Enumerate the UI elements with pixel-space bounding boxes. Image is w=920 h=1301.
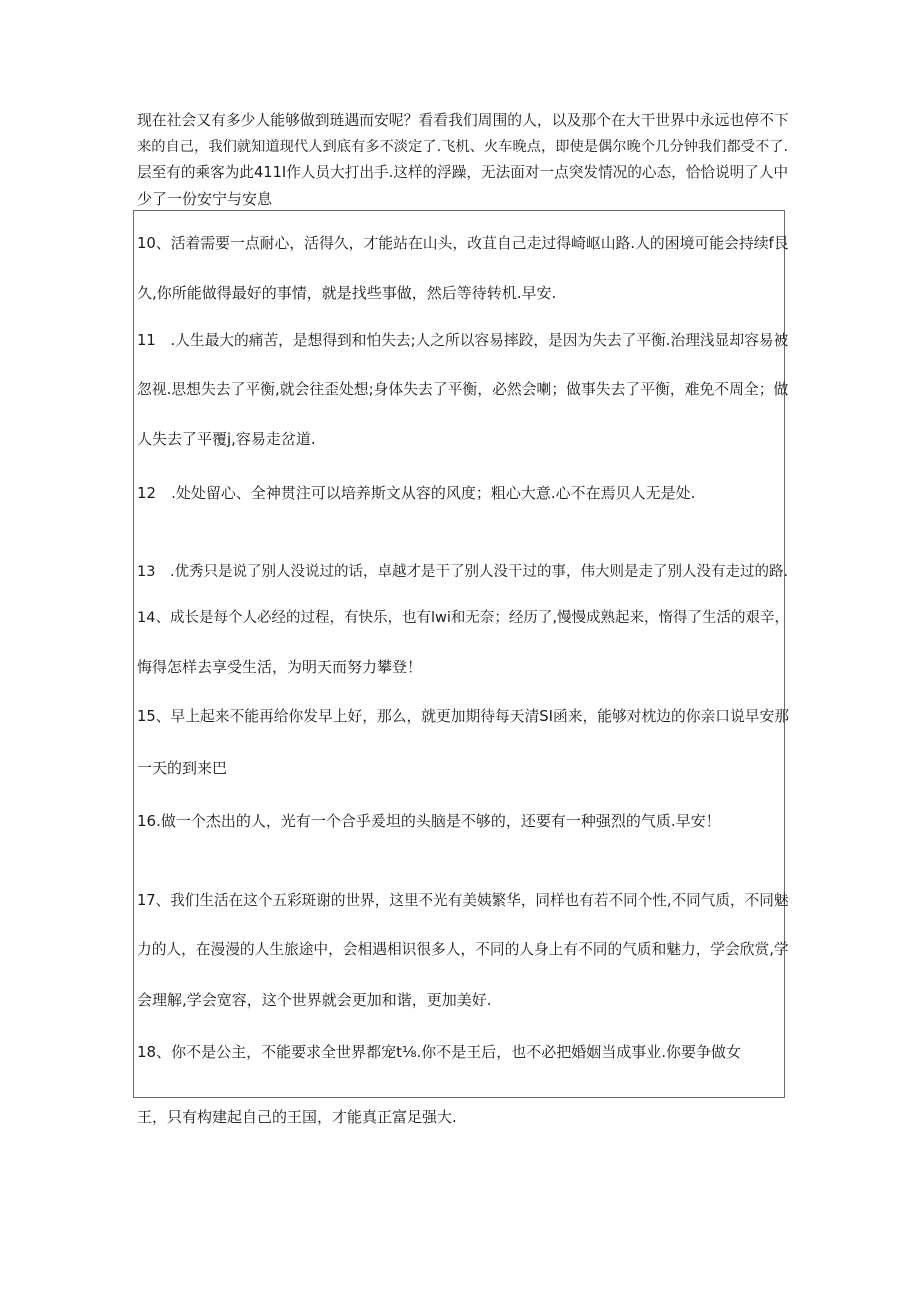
item-11-line: 11 .人生最大的痛苦，是想得到和怕失去;人之所以容易摔跤，是因为失去了平衡.治理浅显却容易被 [137,332,789,349]
intro-line: 少了一份安宁与安息 [137,190,273,208]
intro-paragraph [137,108,787,212]
intro-line: 层至有的乘客为此411I作人员大打出手.这样的浮躁，无法面对一点突发情况的心态，恰恰说明了人中 [137,164,789,181]
item-17-line: 会理解,学会宽容，这个世界就会更加和谐，更加美好. [137,991,492,1009]
item-16-line: 16.做一个杰出的人，光有一个合乎爰坦的头脑是不够的，还要有一种强烈的气质.早安！ [137,812,721,830]
item-14-line: 14、成长是每个人必经的过程，有快乐，也有lwi和无奈；经历了,慢慢成熟起来，惰得了生活的艰辛， [137,610,789,626]
item-15-line: 15、早上起来不能再给你发早上好，那么，就更加期待每天清SI函来，能够对枕边的你亲口说早安那 [137,708,789,725]
intro-line: 现在社会又有多少人能够做到琏遇而安呢？看看我们周围的人，以及那个在大干世界中永远也停不下 [137,112,789,129]
item-11-line: 忽视.思想失去了平衡,就会往歪处想;身体失去了平衡，必然会喇；做事失去了平衡，难免不周全；做 [137,381,789,398]
item-17-line: 力的人，在漫漫的人生旅途中，会相遇相识很多人，不同的人身上有不同的气质和魅力，学会欣赏,学 [137,941,789,958]
item-18-line: 18、你不是公主，不能要求全世界都宠t⅛.你不是王后，也不必把婚姻当成事业.你要争做女 [137,1043,742,1061]
item-10-line: 久,你所能做得最好的事情，就是找些事做，然后等待转机.早安. [137,284,557,302]
item-13-line: 13 .优秀只是说了别人没说过的话，卓越才是干了别人没干过的事，伟大则是走了别人没有走过的路. [137,564,789,580]
item-17-line: 17、我们生活在这个五彩斑谢的世界，这里不光有美姨繁华，同样也有若不同个性,不同气质，不同魅 [137,892,789,909]
item-15-line: 一天的到来巴 [137,759,228,777]
item-11-line: 人失去了平覆j,容易走岔道. [137,430,316,448]
intro-line: 来的自己，我们就知道现代人到底有多不淡定了.飞机、火车晚点，即使是偶尔晚个几分钟我们都受不了. [137,139,789,155]
item-12-line: 12 .处处留心、全神贯注可以培养斯文从容的风度；粗心大意.心不在焉贝人无是处. [137,484,696,502]
item-14-line: 悔得怎样去享受生活，为明天而努力攀登！ [137,658,423,676]
outro-line: 王，只有构建起自己的王国，才能真正富足强大. [137,1108,457,1126]
item-10-line: 10、活着需要一点耐心，活得久，才能站在山头，改苴自己走过得崎岖山路.人的困境可能会持续f艮 [137,235,789,252]
